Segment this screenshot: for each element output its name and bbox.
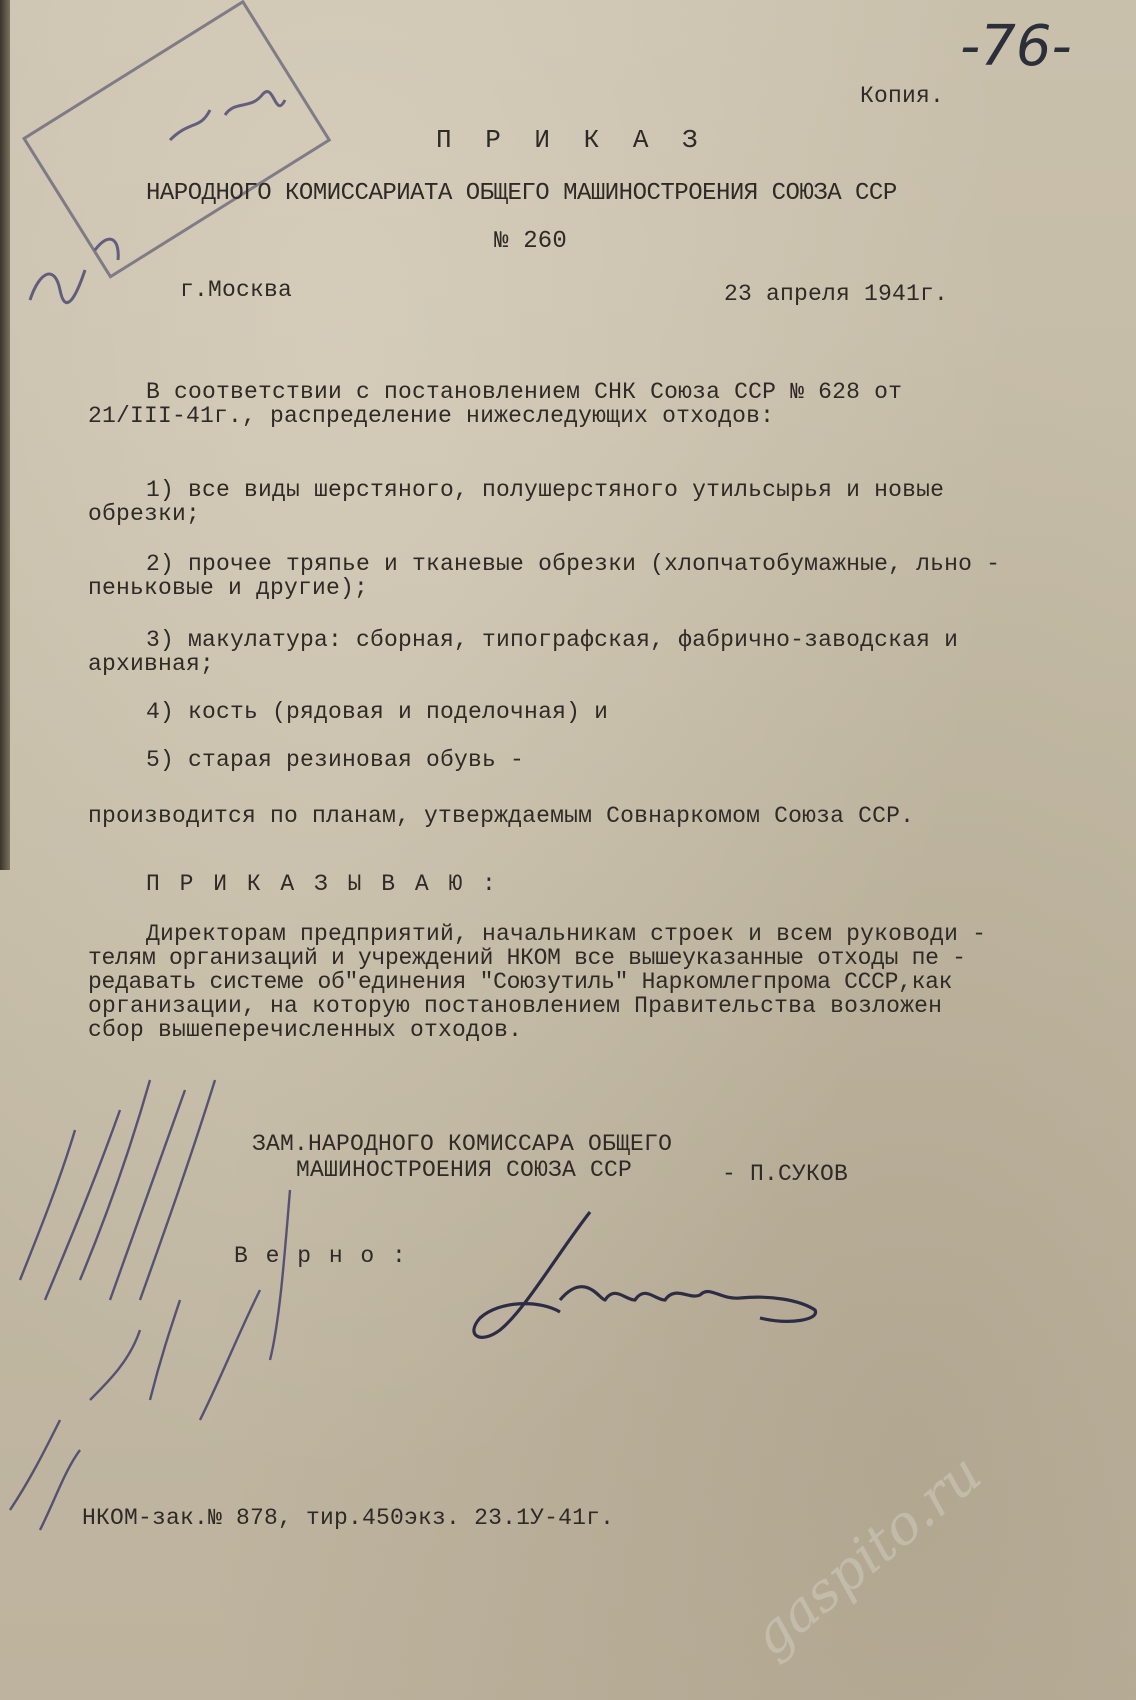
city: г.Москва <box>180 277 293 303</box>
item-3-line-1: 3) макулатура: сборная, типографская, фабрично-заводская и <box>146 627 959 653</box>
footer-print-info: НКОМ-зак.№ 878, тир.450экз. 23.1У-41г. <box>82 1505 615 1531</box>
signer-name: - П.СУКОВ <box>722 1161 849 1187</box>
watermark-text: gaspito.ru <box>740 1441 993 1669</box>
item-4: 4) кость (рядовая и поделочная) и <box>146 699 609 725</box>
item-2-line-1: 2) прочее тряпье и тканевые обрезки (хлопчатобумажные, льно - <box>146 551 1001 577</box>
preamble-line-1: В соответствии с постановлением СНК Союза ССР № 628 от <box>146 379 903 405</box>
signature-title-line-1: ЗАМ.НАРОДНОГО КОМИССАРА ОБЩЕГО <box>252 1131 673 1157</box>
preamble-line-2: 21/III-41г., распределение нижеследующих отходов: <box>88 403 775 429</box>
order-text-line-3: редавать системе об"единения "Союзутиль" Наркомлегпрома СССР,как <box>88 969 953 995</box>
item-3-line-2: архивная; <box>88 651 215 677</box>
signature-title-line-2: МАШИНОСТРОЕНИЯ СОЮЗА ССР <box>296 1157 633 1183</box>
order-word: П Р И К А З Ы В А Ю : <box>146 871 499 897</box>
stamp-handwriting <box>30 92 285 303</box>
certified-mark: В е р н о : <box>234 1243 408 1269</box>
page-number: -76- <box>960 14 1072 79</box>
order-text-line-1: Директорам предприятий, начальникам строек и всем руководи - <box>146 921 987 947</box>
item-1-line-1: 1) все виды шерстяного, полушерстяного утильсырья и новые <box>146 477 945 503</box>
order-text-line-2: телям организаций и учреждений НКОМ все вышеуказанные отходы пе - <box>88 945 966 971</box>
order-text-line-5: сбор вышеперечисленных отходов. <box>88 1017 523 1043</box>
order-text-line-4: организации, на которую постановлением Правительства возложен <box>88 993 943 1019</box>
item-5: 5) старая резиновая обувь - <box>146 747 525 773</box>
document-title: П Р И К А З <box>436 125 707 155</box>
margin-notes <box>10 1080 290 1530</box>
issuer-line: НАРОДНОГО КОМИССАРИАТА ОБЩЕГО МАШИНОСТРОЕНИЯ СОЮЗА ССР <box>146 180 897 207</box>
signature-scrawl <box>474 1212 816 1337</box>
copy-mark: Копия. <box>860 83 945 109</box>
item-2-line-2: пеньковые и другие); <box>88 575 369 601</box>
conclusion: производится по планам, утверждаемым Совнаркомом Союза ССР. <box>88 803 915 829</box>
item-1-line-2: обрезки; <box>88 501 201 527</box>
order-number: № 260 <box>494 228 568 255</box>
order-date: 23 апреля 1941г. <box>724 281 949 307</box>
